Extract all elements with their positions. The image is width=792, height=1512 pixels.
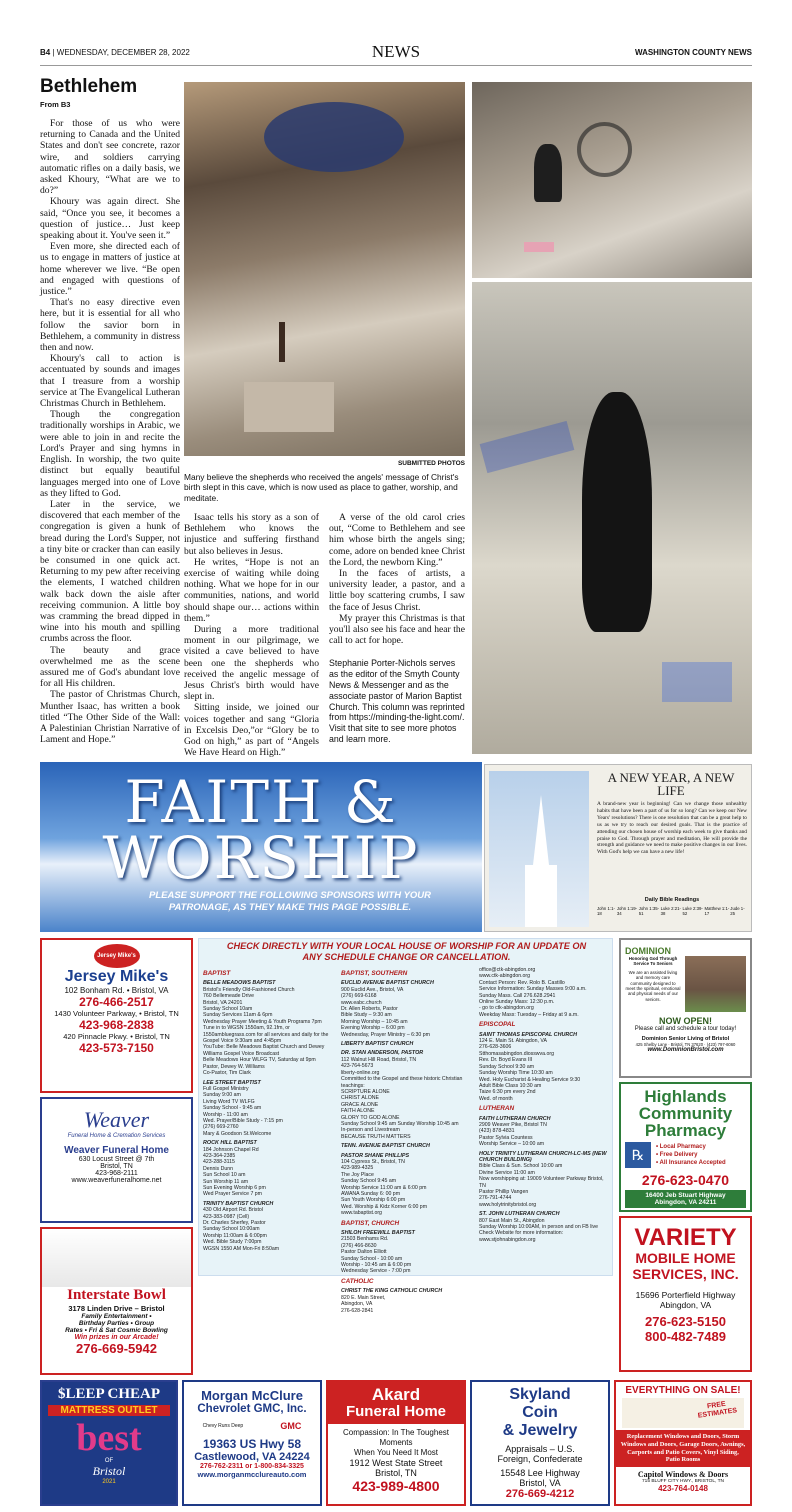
faith-worship-banner <box>40 762 482 932</box>
church-info-line: Wednesday Service - 7:00 pm <box>341 1268 411 1275</box>
church-info-line: Bristol, VA 24201 <box>203 999 243 1006</box>
church-info-line: WGSN 1550 AM Mon-Fri 8:50am <box>203 1245 280 1252</box>
devotional-text: A brand-new year is beginning! Can we change those unhealthy habits that have been a part of us for so long? Can we keep our New Years' resolutions? There is one resolution that can be a great help to us as we try to reach our desired goals. That is the practice of attending our chosen house of worship each week to give thanks and praise to God. Through prayer and meditation, He will provide the strength and guidance we need to make positive changes in our lives. With God's help we can have a new life! <box>597 801 747 856</box>
church-info-line: Abingdon, VA <box>341 1301 373 1308</box>
church-name: ST. JOHN LUTHERAN CHURCH <box>479 1211 560 1218</box>
directory-category: LUTHERAN <box>479 1105 515 1113</box>
morgan-city: Castlewood, VA 24224 <box>194 1451 310 1463</box>
church-info-line: (276) 466-8630 <box>341 1242 377 1249</box>
church-info-line: Taize 6:30 pm every 2nd <box>479 1089 536 1096</box>
church-info-line: Dennis Dunn <box>203 1165 233 1172</box>
church-name: TENN. AVENUE BAPTIST CHURCH <box>341 1143 430 1150</box>
jersey-address-1: 102 Bonham Rd. • Bristol, VA <box>64 986 169 995</box>
church-info-line: 184 Johnson Chapel Rd <box>203 1146 259 1153</box>
weaver-web: www.weaverfuneralhome.net <box>71 1177 162 1184</box>
church-info-line: liberty-online.org <box>341 1069 380 1076</box>
article-column-1 <box>40 118 180 745</box>
variety-mobile-home-ad <box>619 1216 752 1372</box>
church-name: SAINT THOMAS EPISCOPAL CHURCH <box>479 1031 578 1038</box>
article-paragraph: Khoury's call to action is accentuated by sounds and images that I treasure from a worship service at The Evangelical Lutheran Christmas Church in Bethlehem. <box>40 353 180 410</box>
akard-title: Akard <box>371 1385 421 1404</box>
church-info-line: Weekday Mass: Tuesday – Friday at 9 a.m. <box>479 1011 579 1018</box>
dominion-building-image <box>685 956 746 1012</box>
chevy-logo: Chevy Runs Deep <box>202 1423 244 1429</box>
article-paragraph: He writes, “Hope is not an exercise of waiting while doing nothing. What we hope for in our communities, nations, and world should shape our… actions within them.” <box>184 556 319 624</box>
church-name: BELLE MEADOWS BAPTIST <box>203 980 276 987</box>
headline: Bethlehem <box>40 76 138 97</box>
church-info-line: Sun Youth Worship 6:00 pm <box>341 1197 406 1204</box>
jersey-phone-1: 276-466-2517 <box>79 995 154 1009</box>
reading-item: Luke 2:21-38 <box>660 906 681 917</box>
church-name: HOLY TRINITY LUTHERAN CHURCH-LC-MS (NEW CHURCH BUILDING) <box>479 1150 607 1163</box>
akard-address: 1912 West State Street <box>349 1458 443 1468</box>
best-of-year: 2021 <box>102 1479 116 1485</box>
jersey-address-3: 420 Pinnacle Pkwy. • Bristol, TN <box>63 1032 170 1041</box>
sleep-cheap-ad <box>40 1380 178 1506</box>
church-info-line: Sun School 10 am <box>203 1172 246 1179</box>
article-column-2 <box>184 512 319 758</box>
interstate-bowl-ad <box>40 1227 193 1375</box>
article-column-3 <box>329 512 465 745</box>
banner-title-1: FAITH & <box>124 768 398 836</box>
akard-funeral-ad <box>326 1380 466 1506</box>
directory-category: CATHOLIC <box>341 1277 374 1285</box>
article-paragraph: Later in the service, we discovered that each member of the congregation is given a hunk of bread during the Lord's Supper, not a tiny bite or cracker than can easily be consumed in one quick act. Returning to my pew after receiving the elements, I watched children walk back down the aisle after receiving communion. A little boy was cramming the bread dipped in wine into his mouth and spilling crumbs across the floor. <box>40 498 180 645</box>
weaver-subtitle: Funeral Home & Cremation Services <box>67 1133 166 1139</box>
sleep-title: $LEEP CHEAP <box>57 1386 161 1402</box>
church-name: PASTOR SHANE PHILLIPS <box>341 1152 410 1159</box>
morgan-subtitle: Chevrolet GMC, Inc. <box>197 1403 307 1415</box>
photo-caption: Many believe the shepherds who received the angels' message of Christ's birth slept in this cave, which is now used as place to gather, worship, and meditate. <box>184 472 459 503</box>
wall-graffiti-photo <box>472 282 752 754</box>
skyland-title-3: & Jewelry <box>502 1422 578 1439</box>
akard-line-1: Compassion: In The Toughest <box>343 1428 449 1437</box>
directory-column-1 <box>203 967 333 1252</box>
church-info-line: Worship - 10:45 am & 6:00 pm <box>341 1262 412 1269</box>
reading-item: Luke 2:39-52 <box>682 906 703 917</box>
church-info-line: Pastor Dalton Elliott <box>341 1249 387 1256</box>
church-name: FAITH LUTHERAN CHURCH <box>479 1115 551 1122</box>
church-info-line: GRACE ALONE <box>341 1101 379 1108</box>
church-info-line: Wednesday, Prayer Ministry – 6:30 pm <box>341 1031 430 1038</box>
church-info-line: Bible Study – 9:30 am <box>341 1012 392 1019</box>
church-info-line: (276) 669-2760 <box>203 1124 239 1131</box>
capitol-phone: 423-764-0148 <box>658 1484 708 1494</box>
church-info-line: Adult Bible Class 10:30 am <box>479 1082 542 1089</box>
church-info-line: (276) 669-6168 <box>341 993 377 1000</box>
church-info-line: 423-288-3115 <box>203 1159 235 1166</box>
skyland-phone: 276-669-4212 <box>505 1488 575 1500</box>
church-info-line: www.eabc.church <box>341 999 382 1006</box>
church-info-line: Wed Prayer Service 7 pm <box>203 1191 263 1198</box>
devotional-box <box>484 764 752 932</box>
bowl-address: 3178 Linden Drive – Bristol <box>68 1304 165 1313</box>
church-info-line: Tune in to WGSN 1550am, 92.1fm, or 1550ambluegrass.com for all services and daily for the Gospel Voice 9:30am and 4:45pm <box>203 1025 329 1045</box>
church-info-line: Online Sunday Mass: 12:30 p.m. <box>479 999 555 1006</box>
akard-city: Bristol, TN <box>375 1468 417 1478</box>
directory-category: BAPTIST, CHURCH <box>341 1219 400 1227</box>
pharmacy-ad <box>619 1082 752 1212</box>
church-info-line: CHRIST ALONE <box>341 1095 379 1102</box>
church-info-line: Pastor Phillip Vangen <box>479 1189 529 1195</box>
jersey-mikes-ad <box>40 938 193 1093</box>
church-info-line: GLORY TO GOD ALONE <box>341 1114 400 1121</box>
photo-credit: SUBMITTED PHOTOS <box>397 460 465 467</box>
church-info-line: Worship - 11:00 am <box>203 1111 248 1118</box>
worship-directory <box>198 938 613 1314</box>
bowl-line-2: Birthday Parties • Group <box>78 1320 155 1327</box>
article-paragraph: Khoury was again direct. She said, “Once you see, it becomes a question of justice… Just keep speaking about it. You've seen it.” <box>40 196 180 242</box>
church-info-line: Wed. Worship & Kidz Korner 6:00 pm <box>341 1203 428 1210</box>
pharmacy-address-2: Abingdon, VA 24211 <box>654 1199 717 1206</box>
church-info-line: AWANA Sunday 6: 00 pm <box>341 1191 401 1197</box>
church-info-line: Sunday School 10am <box>203 1006 253 1013</box>
church-info-line: Dr. Allen Roberts, Pastor <box>341 1006 398 1013</box>
variety-phone-1: 276-623-5150 <box>645 1314 726 1329</box>
church-info-line: Mary & Goodson St.Welcome <box>203 1130 272 1137</box>
cave-photo <box>184 82 465 456</box>
morgan-mcclure-ad <box>182 1380 322 1506</box>
church-info-line: Worship Service 11:00 am & 6:00 pm <box>341 1184 427 1191</box>
banner-tagline: PLEASE SUPPORT THE FOLLOWING SPONSORS WITH YOUR PATRONAGE, AS THEY MAKE THIS PAGE POSSIBLE. <box>148 890 432 913</box>
dominion-call: Please call and schedule a tour today! <box>634 1026 737 1032</box>
readings-list <box>597 906 747 916</box>
dominion-tagline: Honoring God Through Service To Seniors <box>628 956 678 967</box>
akard-line-2: Moments <box>379 1438 413 1447</box>
article-paragraph: A verse of the old carol cries out, “Come to Bethlehem and see him whose birth the angels sing; come, adore on bended knee Christ the Lord, the newborn King.” <box>329 512 465 568</box>
church-info-line: Full Gospel Ministry <box>203 1085 249 1092</box>
directory-column-3 <box>479 967 609 1243</box>
variety-phone-2: 800-482-7489 <box>645 1329 726 1344</box>
weaver-address: 630 Locust Street @ 7th <box>78 1156 155 1163</box>
article-paragraph: In the faces of artists, a university leader, a pastor, and a little boy scattering crumbs, I saw the face of Jesus Christ. <box>329 568 465 613</box>
skyland-line-1: Appraisals – U.S. <box>505 1444 575 1454</box>
article-paragraph: Even more, she directed each of us to engage in matters of justice at home wherever we live. “Be open and engaged with questions of justice.” <box>40 241 180 298</box>
article-paragraph: During a more traditional moment in our pilgrimage, we visited a cave believed to have been one the shepherds who received the angelic message of Jesus Christ's birth would have slept in. <box>184 624 319 703</box>
church-name: LIBERTY BAPTIST CHURCH <box>341 1041 414 1048</box>
skyland-title-1: Skyland <box>509 1386 571 1403</box>
jersey-logo: Jersey Mike's <box>94 944 140 968</box>
pharmacy-address-1: 16400 Jeb Stuart Highway <box>645 1192 726 1199</box>
reading-item: John 1:19-34 <box>616 906 638 917</box>
church-info-line: Sunday 9:00 am <box>203 1092 241 1099</box>
readings-title: Daily Bible Readings <box>644 897 700 903</box>
church-info-line: (423) 878-4831 <box>479 1128 515 1135</box>
church-info-line: Sunday Services 11am & 6pm <box>203 1012 273 1019</box>
church-info-line: Wed. of month <box>479 1095 513 1102</box>
weaver-phone: 423-968-2111 <box>95 1170 138 1177</box>
church-info-line: 2909 Weaver Pike, Bristol TN <box>479 1121 547 1128</box>
dominion-ad <box>619 938 752 1078</box>
skyland-address: 15548 Lee Highway <box>500 1468 580 1478</box>
church-info-line: 423-383-0987 (Cell) <box>203 1213 250 1220</box>
article-paragraph: Sitting inside, we joined our voices together and sang “Gloria in Excelsis Deo,”or “Glory be to God on high,” as part of “Angels We Have Heard on High.” <box>184 702 319 759</box>
rx-icon: ℞ <box>625 1142 651 1168</box>
church-info-line: SCRIPTURE ALONE <box>341 1088 390 1095</box>
church-info-line: Divine Service 11:00 am <box>479 1169 535 1176</box>
church-info-line: Contact Person: Rev. Rolo B. Castillo <box>479 979 565 986</box>
article-paragraph: That's no easy directive even here, but it is essential for all who follow the savior born in Bethlehem, a community in distress then and now. <box>40 297 180 354</box>
church-name: CHRIST THE KING CATHOLIC CHURCH <box>341 1288 443 1295</box>
church-info-line: Stthomasabingdon.diosswva.org <box>479 1050 554 1057</box>
directory-category: BAPTIST <box>203 970 231 977</box>
capitol-name: Capitol Windows & Doors <box>637 1470 729 1480</box>
church-info-line: Wed. Holy Eucharist & Healing Service 9:30 <box>479 1076 581 1083</box>
church-name: ROCK HILL BAPTIST <box>203 1140 257 1147</box>
capitol-sale: EVERYTHING ON SALE! <box>625 1385 741 1396</box>
skyland-line-2: Foreign, Confederate <box>497 1454 583 1464</box>
dominion-logo: DOMINION <box>625 946 671 956</box>
church-info-line: Sunday School 9:45 am Sunday Worship 10:45 am <box>341 1120 459 1127</box>
skyland-city: Bristol, VA <box>519 1478 561 1488</box>
capitol-description: Replacement Windows and Doors, Storm Windows and Doors, Garage Doors, Awnings, Carports and Patio Covers, Vinyl Siding, Patio Rooms <box>616 1430 750 1467</box>
bowl-line-3: Rates • Fri & Sat Cosmic Bowling <box>65 1327 168 1334</box>
morgan-address: 19363 US Hwy 58 <box>202 1437 302 1451</box>
church-info-line: Sunday Worship Time 10:30 am <box>479 1070 553 1077</box>
church-info-line: 104 Cypress St., Bristol, TN <box>341 1158 405 1165</box>
bowling-pins-image <box>42 1229 191 1287</box>
jersey-phone-2: 423-968-2838 <box>79 1018 154 1032</box>
article-paragraph: Though the congregation traditionally worships in Arabic, we were able to join in and recite the Lord's Prayer and sing hymns in English. In worship, the two quite distinct but equally beautiful languages merged into one of Love as they lifted to God. <box>40 409 180 499</box>
church-info-line: Rev. Dr. Boyd Evans III <box>479 1057 533 1064</box>
church-info-line: In-person and Livestream <box>341 1127 400 1134</box>
church-info-line: FAITH ALONE <box>341 1108 375 1115</box>
church-info-line: Sunday School 9:30 am <box>479 1063 535 1070</box>
church-info-line: Evening Worship – 6:00 pm <box>341 1025 405 1032</box>
skyland-title-2: Coin <box>522 1404 558 1421</box>
church-info-line: 112 Walnut Hill Road, Bristol, TN <box>341 1056 417 1063</box>
church-info-line: Check Website for more information: <box>479 1230 564 1237</box>
church-info-line: www.holytrinitybristol.org <box>479 1201 537 1208</box>
church-info-line: Sunday Mass. Call 276.628.2941 <box>479 992 556 999</box>
directory-column-2 <box>341 967 471 1314</box>
dominion-address: 425 Shelby Lane · Bristol, TN 37620 · (423) 797-6060 <box>635 1042 736 1047</box>
church-info-line: 423-764-5673 <box>341 1063 374 1070</box>
page-folio: B4 | WEDNESDAY, DECEMBER 28, 2022 <box>40 48 190 57</box>
church-info-line: Committed to the Gospel and these historic Christian teachings: <box>341 1076 463 1089</box>
church-info-line: BECAUSE TRUTH MATTERS <box>341 1133 411 1140</box>
church-info-line: Wed. Bible Study 7:00pm <box>203 1239 262 1246</box>
church-name: DR. STAN ANDERSON, PASTOR <box>341 1050 424 1057</box>
publication-name: WASHINGTON COUNTY NEWS <box>634 48 752 57</box>
church-info-line: www.tabaptist.org <box>341 1210 382 1217</box>
church-info-line: Bristol's Friendly Old-Fashioned Church <box>203 986 295 993</box>
reading-item: Jude 1-25 <box>730 906 745 917</box>
jersey-address-2: 1430 Volunteer Parkway, • Bristol, TN <box>54 1009 179 1018</box>
bowl-line-1: Family Entertainment • <box>81 1313 152 1320</box>
page-header <box>40 44 752 66</box>
church-info-line: 760 Bellemeade Drive <box>203 993 255 1000</box>
church-name: EUCLID AVENUE BAPTIST CHURCH <box>341 980 434 987</box>
church-info-line: Sun Worship 11 am <box>203 1178 249 1185</box>
church-info-line: 276-791-4744 <box>479 1195 512 1202</box>
directory-heading: CHECK DIRECTLY WITH YOUR LOCAL HOUSE OF WORSHIP FOR AN UPDATE ON ANY SCHEDULE CHANGE OR CANCELLATION. <box>226 941 587 962</box>
article-head <box>40 76 180 109</box>
variety-title-2: MOBILE HOME <box>635 1250 736 1266</box>
free-estimates-burst: FREE ESTIMATES <box>697 1400 738 1420</box>
article-paragraph: For those of us who were returning to Canada and the United States and don't see concrete, razor wire, and soldiers carrying automatic rifles on a daily basis, we asked Khoury, “What are we to do?” <box>40 118 180 197</box>
church-info-line: www.stjohnabingdon.org <box>479 1236 536 1243</box>
pharmacy-phone: 276-623-0470 <box>641 1172 730 1188</box>
best-of-city: Bristol <box>92 1464 126 1478</box>
church-info-line: Wed. Prayer/Bible Study - 7:15 pm <box>203 1117 283 1124</box>
bowl-name: Interstate Bowl <box>67 1287 166 1303</box>
dominion-name: Dominion Senior Living of Bristol <box>641 1036 730 1042</box>
church-info-line: Living Word TV WLFG <box>203 1098 255 1105</box>
variety-city: Abingdon, VA <box>659 1300 712 1310</box>
article-paragraph: My prayer this Christmas is that you'll also see his face and hear the call to act for hope. <box>329 612 465 647</box>
bowl-phone: 276-669-5942 <box>76 1341 157 1356</box>
dominion-description: We are an assisted living and memory care community designed to meet the spiritual, emotional and physical needs of our seniors. <box>625 969 681 1002</box>
church-steeple-image <box>489 771 589 927</box>
church-info-line: office@ctk-abingdon.org <box>479 967 536 973</box>
church-info-line: Morning Worship – 10:45 am <box>341 1018 408 1025</box>
reading-item: John 1:1-18 <box>597 906 615 917</box>
variety-address: 15696 Porterfield Highway <box>635 1290 736 1300</box>
reading-item: Matthew 1:1-17 <box>704 906 730 917</box>
church-info-line: 900 Euclid Ave., Bristol, VA <box>341 986 404 993</box>
church-info-line: Sunday School - 9:45 am <box>203 1105 262 1112</box>
church-info-line: Worship Service – 10:00 am <box>479 1141 545 1148</box>
pharmacy-feature-1: • Local Pharmacy <box>656 1144 706 1150</box>
skyland-coin-ad <box>470 1380 610 1506</box>
dominion-open: NOW OPEN! <box>659 1016 712 1026</box>
church-info-line: 21503 Benhams Rd. <box>341 1236 389 1243</box>
church-info-line: 423-989-4325 <box>341 1165 374 1172</box>
church-info-line: Worship 11:00am & 6:00pm <box>203 1232 267 1239</box>
church-name: LEE STREET BAPTIST <box>203 1079 261 1086</box>
weaver-city: Bristol, TN <box>100 1163 133 1170</box>
church-info-line: 430 Old Airport Rd. Bristol <box>203 1207 263 1214</box>
jersey-phone-3: 423-573-7150 <box>79 1041 154 1055</box>
church-name: SHILOH FREEWILL BAPTIST <box>341 1230 415 1237</box>
church-info-line: Pastor Sylvia Countess <box>479 1134 533 1141</box>
church-info-line: Sun Evening Worship 6 pm <box>203 1185 266 1191</box>
church-info-line: Service Information: Sunday Masses 9:00 a.m. <box>479 986 587 993</box>
best-of-logo: best <box>76 1417 142 1459</box>
bowl-line-4: Win prizes in our Arcade! <box>74 1334 159 1341</box>
church-info-line: 276-628-3606 <box>479 1044 512 1051</box>
pharmacy-title-3: Pharmacy <box>644 1121 727 1140</box>
church-info-line: YouTube: Belle Meadows Baptist Church and Dewey Williams Gospel Voice Broadcast <box>203 1044 325 1057</box>
directory-category: BAPTIST, SOUTHERN <box>341 970 408 977</box>
church-info-line: Bible Class & Sun. School 10:00 am <box>479 1163 563 1170</box>
church-name: TRINITY BAPTIST CHURCH <box>203 1200 274 1207</box>
church-info-line: Dr. Charles Sherfey, Pastor <box>203 1220 266 1227</box>
jersey-name: Jersey Mike's <box>64 968 169 985</box>
capitol-windows-ad <box>614 1380 752 1506</box>
devotional-title: A NEW YEAR, A NEW LIFE <box>607 770 735 798</box>
morgan-web: www.morganmcclureauto.com <box>197 1470 307 1479</box>
jump-line: From B3 <box>40 100 71 109</box>
church-info-line: Co-Pastor, Tim Clark <box>203 1070 251 1077</box>
church-info-line: 276-628-2841 <box>341 1307 374 1314</box>
church-info-line: Sunday School - 10:00 am <box>341 1255 403 1262</box>
pharmacy-title-1: Highlands <box>644 1087 727 1106</box>
capitol-address: 715 BLUFF CITY HWY., BRISTOL, TN <box>641 1479 724 1485</box>
church-info-line: 423-364-2385 <box>203 1152 236 1159</box>
church-info-line: Wednesday Prayer Meeting & Youth Programs 7pm <box>203 1018 322 1025</box>
church-info-line: www.ctk-abingdon.org <box>479 973 531 980</box>
reading-item: John 1:35-51 <box>638 906 660 917</box>
author-bio: Stephanie Porter-Nichols serves as the editor of the Smyth County News & Messenger and as the associate pastor of Marion Baptist Church. This column was reprinted from https://minding-the-light.com/. Visit that site to see more photos and learn more. <box>329 658 465 745</box>
pharmacy-title-2: Community <box>638 1104 733 1123</box>
akard-subtitle: Funeral Home <box>345 1403 447 1420</box>
morgan-title: Morgan McClure <box>201 1388 303 1403</box>
church-info-line: The Joy Place <box>341 1171 374 1178</box>
banksy-mural-photo <box>472 82 752 278</box>
weaver-logo: Weaver <box>83 1107 150 1132</box>
akard-line-3: When You Need It Most <box>353 1448 439 1457</box>
pharmacy-feature-3: • All Insurance Accepted <box>656 1160 726 1166</box>
section-name: NEWS <box>371 42 421 61</box>
church-info-line: 820 E. Main Street, <box>341 1294 386 1301</box>
morgan-phones: 276-762-2311 or 1-800-834-3325 <box>200 1463 304 1470</box>
church-info-line: Now worshipping at: 19009 Volunteer Parkway Bristol, TN <box>479 1176 604 1189</box>
variety-title-3: SERVICES, INC. <box>632 1266 739 1282</box>
banner-title-2: WORSHIP <box>102 824 420 892</box>
church-info-line: - go to ctk-abingdon.org <box>479 1005 534 1012</box>
church-info-line: 807 East Main St., Abingdon <box>479 1217 545 1224</box>
weaver-name: Weaver Funeral Home <box>64 1145 169 1156</box>
church-info-line: 124 E. Main St. Abingdon, VA <box>479 1038 547 1045</box>
church-info-line: Belle Meadows Hour WLFG TV, Saturday at 9pm <box>203 1057 316 1064</box>
article-paragraph: The beauty and grace overwhelmed me as the scene assured me of God's abundant love for all His children. <box>40 644 180 690</box>
church-info-line: Sunday School 10:00am <box>203 1226 260 1233</box>
sleep-subtitle: MATTRESS OUTLET <box>48 1405 170 1416</box>
best-of-label: OF <box>104 1458 114 1464</box>
capitol-house-image <box>622 1398 744 1428</box>
article-paragraph: Isaac tells his story as a son of Bethlehem who knows the injustice and suffering firsthand but also believes in Jesus. <box>184 512 319 557</box>
article-paragraph: The pastor of Christmas Church, Munther Isaac, has written a book titled “The Other Side of the Wall: A Palestinian Christian Narrative of Lament and Hope.” <box>40 689 180 746</box>
akard-phone: 423-989-4800 <box>352 1478 440 1494</box>
church-info-line: Pastor, Dewey W. Williams <box>203 1063 265 1070</box>
weaver-funeral-ad <box>40 1097 193 1223</box>
variety-title-1: VARIETY <box>634 1224 737 1251</box>
dominion-web: www.DominionBristol.com <box>647 1047 724 1053</box>
pharmacy-feature-2: • Free Delivery <box>656 1152 698 1158</box>
church-info-line: Sunday Worship 10:00AM, in person and on FB live <box>479 1224 598 1231</box>
gmc-logo: GMC <box>280 1421 302 1431</box>
church-info-line: Sunday School 9:45 am <box>341 1178 397 1185</box>
directory-category: EPISCOPAL <box>479 1021 516 1029</box>
